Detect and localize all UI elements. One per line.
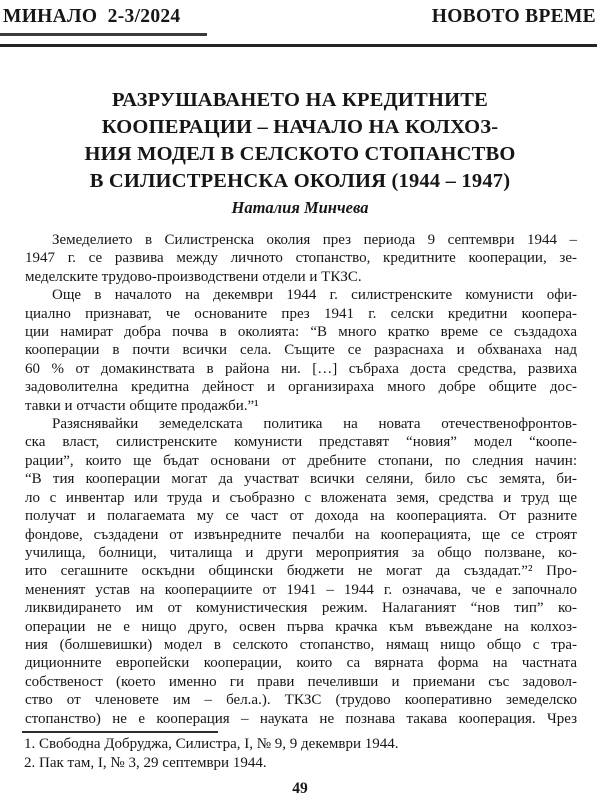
page-number: 49 xyxy=(292,780,308,798)
body-line: 1947 г. се развива между личното стопанство, кредитните кооперации, зе- xyxy=(25,250,577,267)
footnote-separator xyxy=(22,731,218,733)
body-line: ликвидирането им от комунистическия режим. Налаганият “нов тип” ко- xyxy=(25,600,577,617)
body-line: ло с инвентар или труда и съобразно с вложената земя, средства и труд ще xyxy=(25,489,577,506)
footnote: 1. Свободна Добруджа, Силистра, I, № 9, 9 декември 1944. xyxy=(24,735,399,752)
body-line: ния (болшевишки) модел в селското стопанство, нямащ нищо общо с тра- xyxy=(25,636,577,653)
body-line: Разяснявайки земеделската политика на новата отечественофронтов- xyxy=(52,416,577,433)
article-title-line: В СИЛИСТРЕНСКА ОКОЛИЯ (1944 – 1947) xyxy=(89,170,511,192)
article-title-line: КООПЕРАЦИИ – НАЧАЛО НА КОЛХОЗ- xyxy=(101,116,499,138)
body-line: задоволителна кредитна дейност и организираха много добре общите дос- xyxy=(25,379,577,396)
article-title-line: НИЯ МОДЕЛ В СЕЛСКОТО СТОПАНСТВО xyxy=(84,143,516,165)
body-line: ито сегашните оскъдни общински бюджети не могат да създадат.”² Про- xyxy=(25,563,577,580)
body-line: тавки и отчасти общите продажби.”¹ xyxy=(25,397,259,414)
article-author: Наталия Минчева xyxy=(231,198,369,217)
footnotes xyxy=(24,735,577,773)
body-line: ска власт, силистренските комунисти представят “новия” модел “коопе- xyxy=(25,434,577,451)
body-line: Още в началото на декември 1944 г. силистренските комунисти офи- xyxy=(52,287,577,304)
journal-name-issue: МИНАЛО 2-3/2024 xyxy=(3,6,181,27)
body-line: фондове, създадени от извънредните печалби на кооперацията, ще се строят xyxy=(25,526,577,543)
body-line: циално признават, че основаните през 1941 г. селски кредитни коопера- xyxy=(25,305,577,322)
paragraph-3 xyxy=(25,415,577,728)
body-line: диционните европейски кооперации, които са вярната форма на частната xyxy=(25,655,577,672)
body-line: получат и полагаемата му се част от дохода на кооперацията. От разните xyxy=(25,508,577,525)
body-line: ции намират добра почва в околията: “В много кратко време се създадоха xyxy=(25,324,577,341)
body-line: мененият устав на кооперациите от 1941 – 1944 г. означава, че е започнало xyxy=(25,581,577,598)
body-line: собственост (което именно ги прави печеливши и приемани със задовол- xyxy=(25,673,577,690)
journal-title: НОВОТО ВРЕМЕ xyxy=(431,6,596,27)
body-line: рации”, които ще бъдат основани от дребните стопани, по следния начин: xyxy=(25,452,577,469)
body-line: кооперации в почти всички села. Същите се разраснаха и обхванаха над xyxy=(25,342,577,359)
article-body xyxy=(25,231,577,728)
body-line: меделските трудово-производствени отдели и ТКЗС. xyxy=(25,268,362,285)
body-line: “В тия кооперации могат да участват всички селяни, било със земята, би- xyxy=(25,471,577,488)
body-line: ство от членовете им – бел.а.). ТКЗС (трудово кооперативно земеделско xyxy=(25,692,577,709)
body-line: училища, болници, читалища и други мероприятия за общо ползване, ко- xyxy=(25,544,577,561)
article-title-line: РАЗРУШАВАНЕТО НА КРЕДИТНИТЕ xyxy=(112,89,488,111)
body-line: Земеделието в Силистренска околия през периода 9 септември 1944 – xyxy=(52,232,577,248)
body-line: стопанство) не е кооперация – науката не познава такава кооперация. Чрез xyxy=(25,710,577,727)
footnote: 2. Пак там, I, № 3, 29 септември 1944. xyxy=(24,755,267,772)
paragraph-2 xyxy=(25,286,577,415)
paragraph-1 xyxy=(25,231,577,286)
body-line: операции не е нищо друго, освен първа крачка към въвеждане на колхоз- xyxy=(25,618,577,635)
header-underline-left xyxy=(0,33,207,36)
header-rule xyxy=(0,44,597,47)
body-line: 60 % от домакинствата в района ни. […] събраха доста средства, развиха xyxy=(25,360,577,377)
article-title xyxy=(6,87,594,195)
